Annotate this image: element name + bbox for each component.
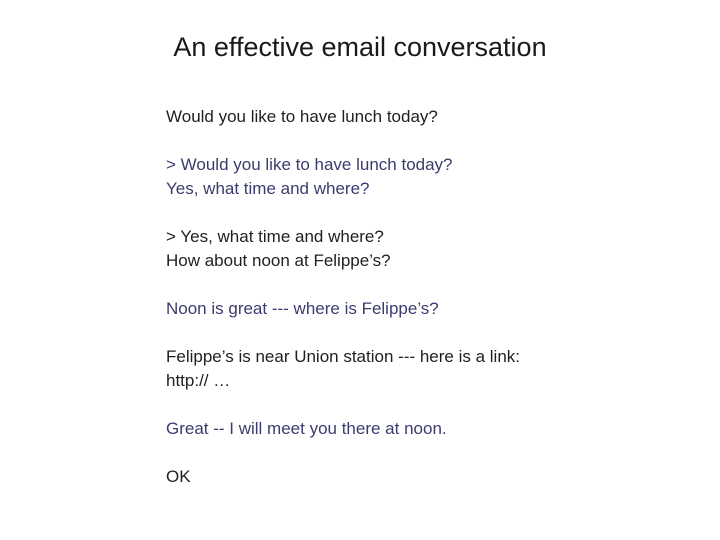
spacer: [166, 321, 686, 345]
message-1: [166, 105, 686, 129]
spacer: [166, 273, 686, 297]
quoted-line: > Would you like to have lunch today?: [166, 155, 453, 174]
message-line: Noon is great --- where is Felippe’s?: [166, 299, 439, 318]
spacer: [166, 441, 686, 465]
message-line: OK: [166, 467, 191, 486]
message-2: [166, 153, 686, 201]
message-7: [166, 465, 686, 489]
spacer: [166, 201, 686, 225]
slide-title: An effective email conversation: [173, 32, 547, 62]
quoted-line: > Yes, what time and where?: [166, 227, 384, 246]
link-line: http:// …: [166, 371, 231, 390]
spacer: [166, 129, 686, 153]
spacer: [166, 393, 686, 417]
message-line: How about noon at Felippe’s?: [166, 251, 391, 270]
email-conversation: [166, 105, 686, 489]
message-3: [166, 225, 686, 273]
message-5: [166, 345, 686, 393]
message-line: Felippe’s is near Union station --- here is a link:: [166, 347, 521, 366]
message-line: Would you like to have lunch today?: [166, 107, 438, 126]
message-4: [166, 297, 686, 321]
message-line: Great -- I will meet you there at noon.: [166, 419, 447, 438]
message-line: Yes, what time and where?: [166, 179, 370, 198]
message-6: [166, 417, 686, 441]
